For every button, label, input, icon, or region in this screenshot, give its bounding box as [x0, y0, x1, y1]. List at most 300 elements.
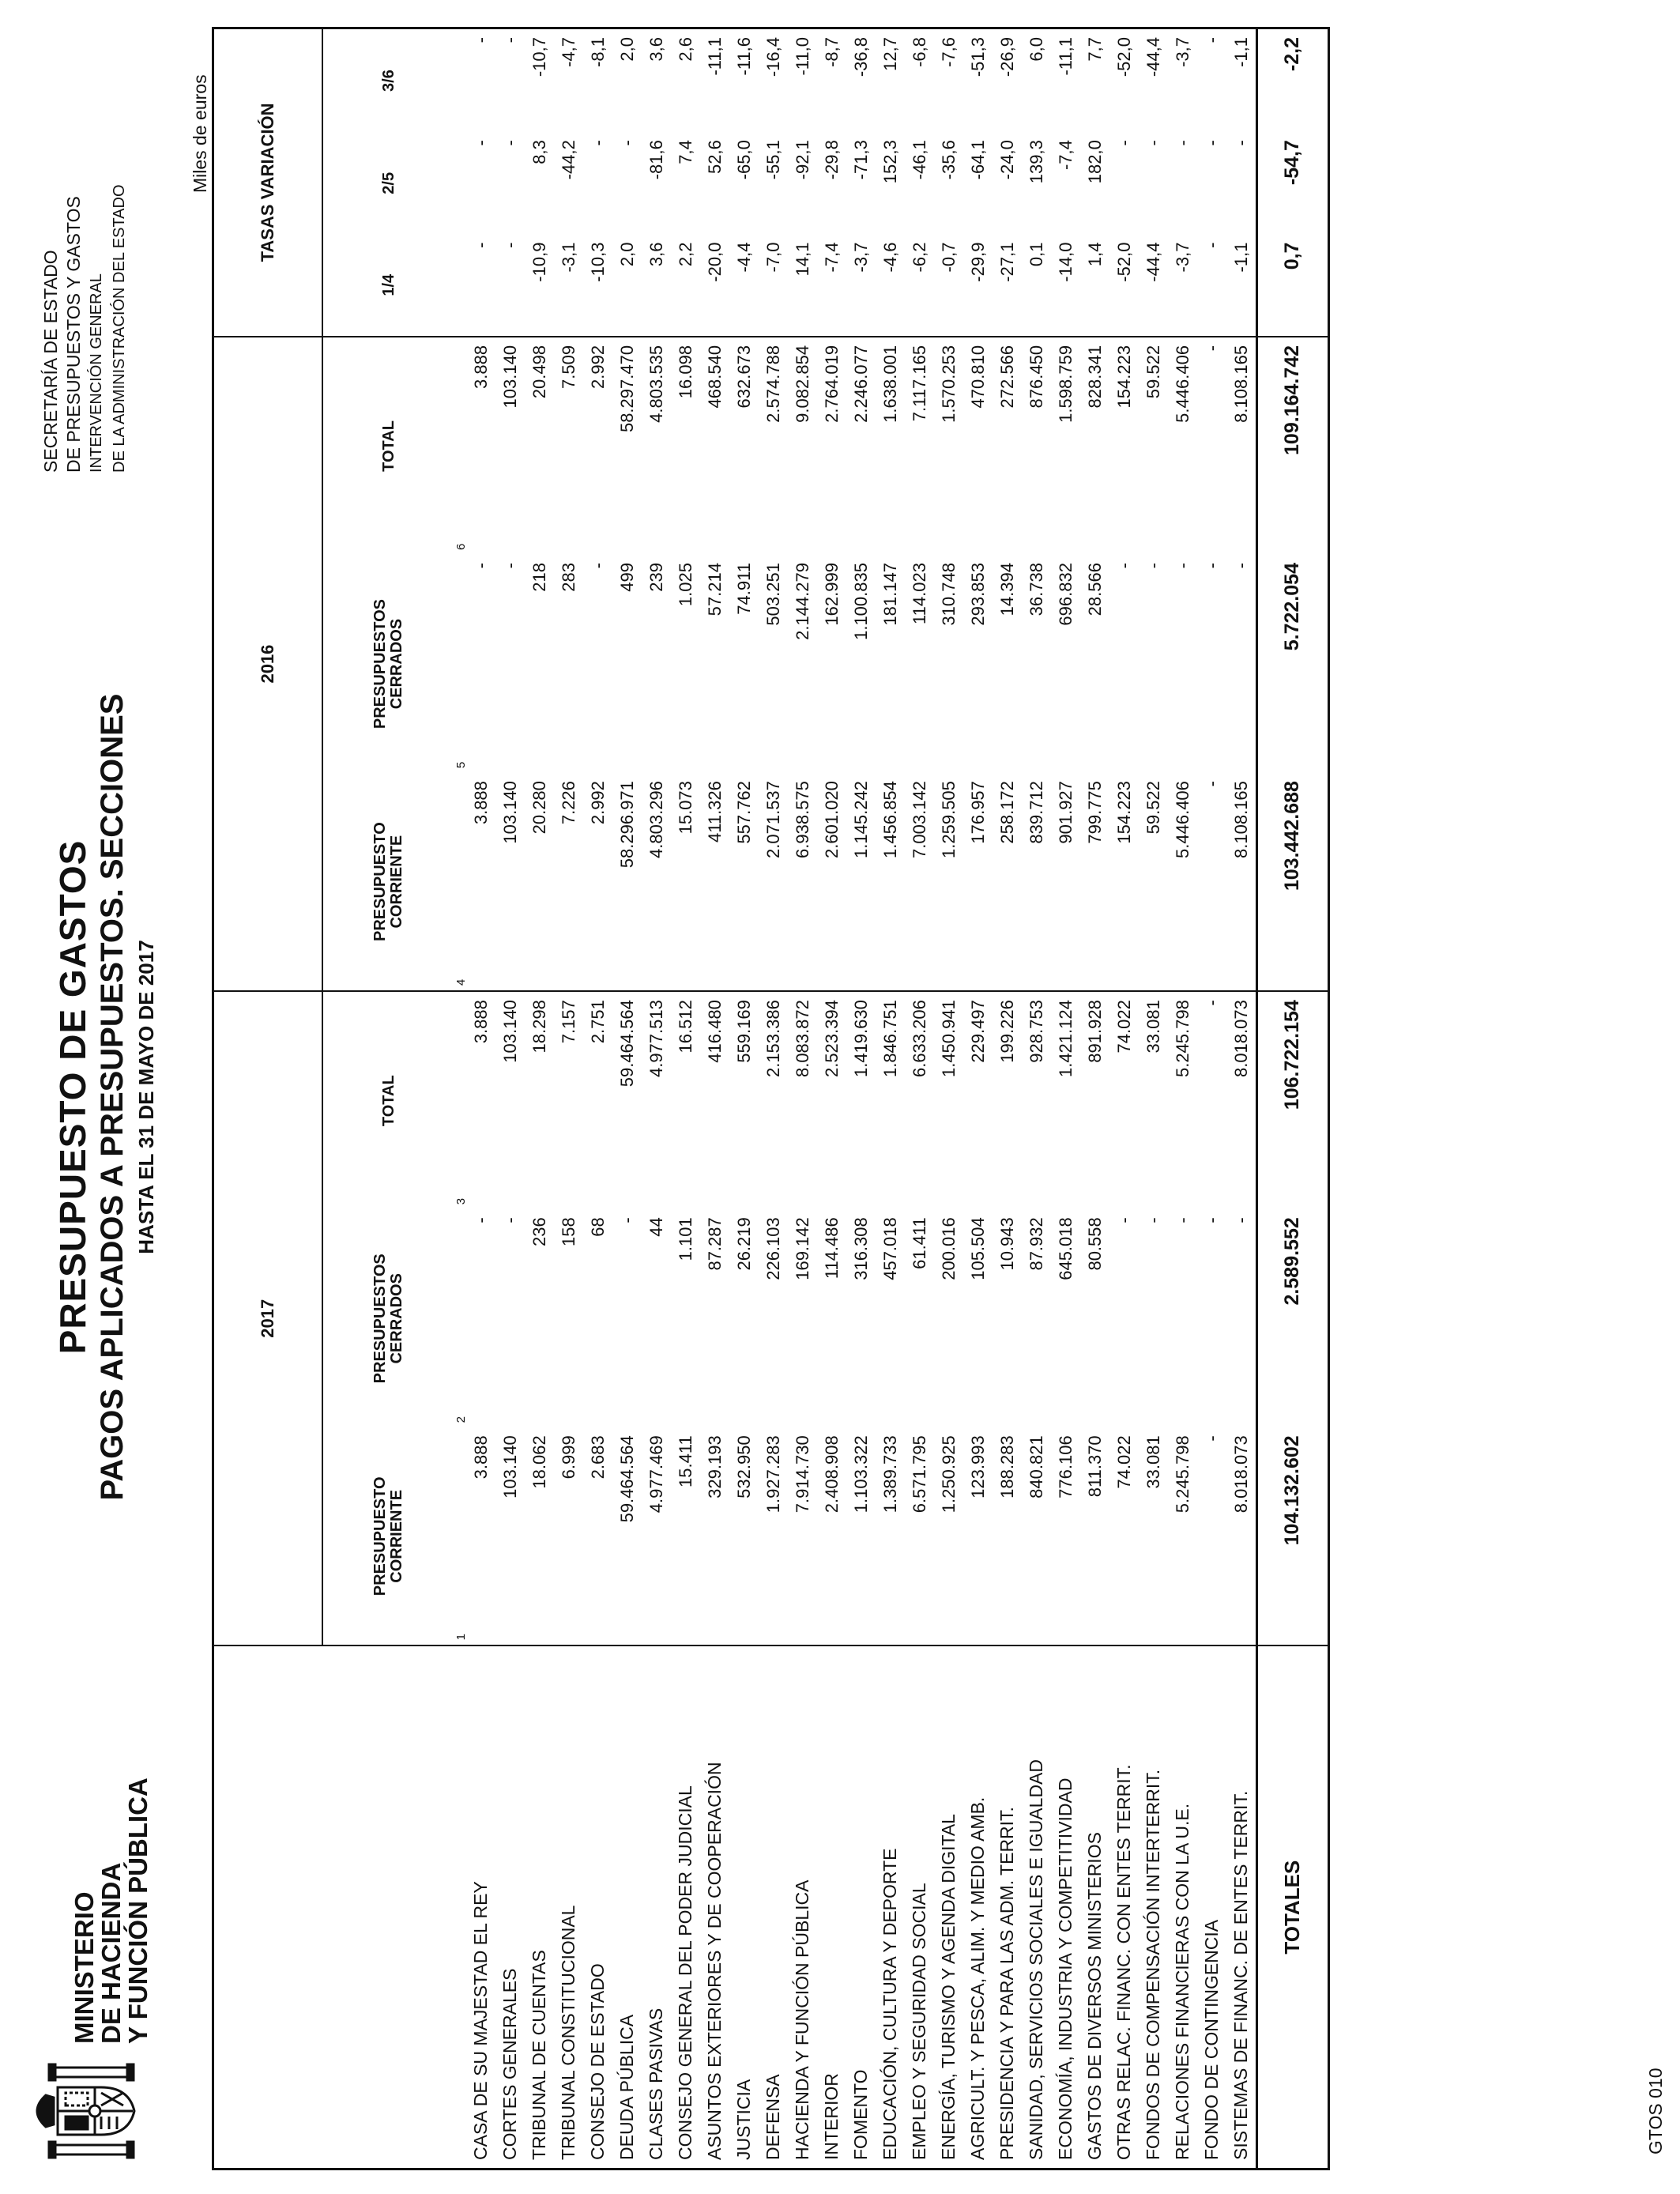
value-cell [963, 28, 993, 133]
value-cell [1080, 235, 1109, 337]
cell-value: 61.411 [909, 1217, 929, 1269]
value-cell [1109, 1209, 1139, 1427]
cell-value: 1.145.242 [850, 781, 871, 858]
cell-value: 1.421.124 [1055, 1000, 1075, 1078]
cell-value: -11,6 [733, 37, 754, 76]
value-cell [729, 773, 759, 991]
value-cell [455, 235, 495, 337]
value-cell [934, 773, 963, 991]
value-cell [817, 28, 846, 133]
value-cell [729, 1427, 759, 1646]
cell-value: 103.140 [499, 1000, 520, 1063]
cell-value: 6.571.795 [909, 1435, 929, 1514]
col-header-r25: 2/5 [379, 172, 397, 194]
cell-value: -10,3 [587, 242, 608, 282]
cell-value: - [1113, 140, 1134, 146]
value-cell [1139, 555, 1168, 773]
cell-value: 10.943 [996, 1217, 1017, 1271]
value-cell [788, 1427, 817, 1646]
value-cell [963, 337, 993, 555]
cell-value: 559.169 [733, 1000, 754, 1063]
value-cell [700, 1427, 729, 1646]
cell-value: - [499, 140, 520, 146]
cell-value: 59.522 [1143, 345, 1163, 399]
cell-value: -52,0 [1113, 242, 1134, 282]
cell-value: 3,6 [646, 242, 666, 267]
cell-value: 1.456.854 [880, 781, 900, 858]
value-cell [700, 555, 729, 773]
value-cell [612, 28, 642, 133]
value-cell [455, 28, 495, 133]
value-cell [963, 235, 993, 337]
cell-value: 199.226 [996, 1000, 1017, 1063]
table-row [729, 28, 759, 2169]
table-row [1022, 28, 1051, 2169]
value-cell [729, 132, 759, 234]
cell-value: 6.938.575 [792, 781, 812, 858]
value-cell [1197, 555, 1226, 773]
value-cell [642, 1209, 671, 1427]
cell-value: 2.523.394 [821, 1000, 842, 1078]
value-cell [1051, 337, 1080, 555]
section-name: ECONOMÍA, INDUSTRIA Y COMPETITIVIDAD [1054, 1777, 1075, 2160]
value-cell [788, 1209, 817, 1427]
table-row [1051, 28, 1080, 2169]
value-cell [876, 1209, 905, 1427]
col-header-tot16: TOTAL [379, 420, 397, 472]
cell-value: 4.803.535 [646, 345, 666, 423]
cell-value: 840.821 [1026, 1435, 1046, 1498]
cell-value: -7,4 [1055, 140, 1075, 171]
value-cell [817, 235, 846, 337]
cell-value: 8.018.073 [1230, 1000, 1251, 1078]
value-cell [817, 991, 846, 1209]
cell-value: - [1143, 140, 1163, 146]
secretaria-line: SECRETARÍA DE ESTADO [40, 250, 61, 473]
total-value: 104.132.602 [1256, 1427, 1328, 1646]
value-cell [1080, 1427, 1109, 1646]
value-cell [583, 1427, 612, 1646]
cell-value: 876.450 [1026, 345, 1046, 409]
value-cell [1022, 1427, 1051, 1646]
cell-value: - [1143, 563, 1163, 569]
cell-value: 226.103 [763, 1217, 783, 1280]
value-cell [1080, 28, 1109, 133]
cell-value: 411.326 [704, 781, 725, 843]
col-header-pc16: PRESUPUESTO CORRIENTE [322, 773, 455, 991]
section-name: SISTEMAS DE FINANC. DE ENTES TERRIT. [1230, 1790, 1251, 2160]
value-cell [963, 132, 993, 234]
total-value: 106.722.154 [1256, 991, 1328, 1209]
value-cell [905, 132, 934, 234]
value-cell [788, 991, 817, 1209]
cell-value: 272.566 [996, 345, 1017, 409]
value-cell [934, 28, 963, 133]
value-cell [817, 337, 846, 555]
section-name: DEFENSA [762, 2074, 783, 2160]
section-name: DEUDA PÚBLICA [616, 2014, 637, 2160]
cell-value: 2.144.279 [792, 563, 812, 640]
cell-value: 44 [646, 1217, 666, 1237]
date-line: HASTA EL 31 DE MAYO DE 2017 [134, 940, 158, 1254]
total-value: 109.164.742 [1256, 337, 1328, 555]
cell-value: 799.775 [1084, 781, 1105, 844]
value-cell [963, 1427, 993, 1646]
value-cell [525, 132, 554, 234]
cell-value: -6,2 [909, 242, 929, 273]
cell-value: 891.928 [1084, 1000, 1105, 1063]
value-cell [1022, 555, 1051, 773]
totals-row [1256, 28, 1328, 2169]
value-cell [1109, 991, 1139, 1209]
value-cell [642, 991, 671, 1209]
value-cell [993, 235, 1022, 337]
cell-value: 8.018.073 [1230, 1435, 1251, 1514]
cell-value: 16.512 [675, 1000, 695, 1054]
value-cell [671, 1427, 700, 1646]
cell-value: 468.540 [704, 345, 725, 409]
cell-value: -3,7 [1172, 242, 1192, 273]
cell-value: 901.927 [1055, 781, 1075, 844]
cell-value: -64,1 [967, 140, 988, 180]
cell-value: 74.022 [1113, 1000, 1134, 1054]
value-cell [846, 1427, 876, 1646]
cell-value: 20.498 [529, 345, 549, 399]
value-cell [1109, 28, 1139, 133]
cell-value: -1,1 [1230, 37, 1251, 67]
value-cell [1080, 1209, 1109, 1427]
cell-value: 7.509 [558, 345, 578, 389]
value-cell [700, 28, 729, 133]
cell-value: 1.250.925 [938, 1435, 959, 1514]
value-cell [1139, 337, 1168, 555]
value-cell [759, 132, 788, 234]
value-cell [612, 1209, 642, 1427]
cell-value: - [1201, 1000, 1222, 1006]
table-row [1226, 28, 1257, 2169]
cell-value: -6,8 [909, 37, 929, 67]
value-cell [1022, 1209, 1051, 1427]
value-cell [554, 337, 583, 555]
value-cell [671, 28, 700, 133]
section-name: TRIBUNAL DE CUENTAS [528, 1950, 549, 2160]
cell-value: -44,4 [1143, 37, 1163, 77]
value-cell [788, 28, 817, 133]
cell-value: 310.748 [938, 563, 959, 626]
value-cell [1226, 1427, 1257, 1646]
value-cell [554, 28, 583, 133]
cell-value: 87.932 [1026, 1217, 1046, 1271]
value-cell [612, 991, 642, 1209]
value-cell [455, 555, 495, 773]
value-cell [905, 28, 934, 133]
value-cell [612, 555, 642, 773]
value-cell [905, 337, 934, 555]
value-cell [993, 991, 1022, 1209]
cell-value: -7,6 [938, 37, 959, 67]
cell-value: -81,6 [646, 140, 666, 180]
value-cell [1168, 773, 1197, 991]
cell-value: - [470, 563, 491, 569]
table-row [1080, 28, 1109, 2169]
section-name: FOMENTO [849, 2069, 871, 2160]
value-cell [934, 235, 963, 337]
cell-value: 416.480 [704, 1000, 725, 1063]
value-cell [455, 1209, 495, 1427]
value-cell [876, 1427, 905, 1646]
cell-value: 457.018 [880, 1217, 900, 1280]
value-cell [495, 1209, 525, 1427]
value-cell [671, 337, 700, 555]
cell-value: 16.098 [675, 345, 695, 399]
value-cell [671, 773, 700, 991]
cell-value: -71,3 [850, 140, 871, 180]
cell-value: 1.846.751 [880, 1000, 900, 1078]
cell-value: - [1230, 1217, 1251, 1223]
value-cell [700, 773, 729, 991]
cell-value: -29,8 [821, 140, 842, 180]
cell-value: -26,9 [996, 37, 1017, 77]
value-cell [495, 991, 525, 1209]
value-cell [700, 132, 729, 234]
value-cell [1109, 773, 1139, 991]
value-cell [671, 991, 700, 1209]
value-cell [729, 1209, 759, 1427]
cell-value: 5.245.798 [1172, 1000, 1192, 1078]
cell-value: 7.914.730 [792, 1435, 812, 1514]
cell-value: 18.298 [529, 1000, 549, 1054]
cell-value: -20,0 [704, 242, 725, 282]
cell-value: -7,0 [763, 242, 783, 273]
value-cell [759, 555, 788, 773]
section-name: EMPLEO Y SEGURIDAD SOCIAL [908, 1883, 929, 2160]
value-cell [1051, 1427, 1080, 1646]
value-cell [583, 1209, 612, 1427]
column-number: 6 [454, 543, 468, 551]
cell-value: -3,7 [850, 242, 871, 273]
total-value: 0,7 [1256, 235, 1328, 337]
cell-value: - [587, 140, 608, 146]
cell-value: - [1143, 1217, 1163, 1223]
value-cell [846, 337, 876, 555]
cell-value: - [470, 242, 491, 248]
cell-value: 7,7 [1084, 37, 1105, 62]
value-cell [1226, 337, 1257, 555]
value-cell [1051, 555, 1080, 773]
section-name: TRIBUNAL CONSTITUCIONAL [557, 1905, 578, 2160]
value-cell [1051, 235, 1080, 337]
value-cell [700, 991, 729, 1209]
cell-value: 8.108.165 [1230, 345, 1251, 423]
value-cell [642, 555, 671, 773]
cell-value: - [1172, 140, 1192, 146]
value-cell [1168, 235, 1197, 337]
value-cell [1022, 991, 1051, 1209]
cell-value: 3.888 [470, 781, 491, 825]
cell-value: 928.753 [1026, 1000, 1046, 1063]
cell-value: 329.193 [704, 1435, 725, 1498]
value-cell [963, 773, 993, 991]
cell-value: 154.223 [1113, 781, 1134, 844]
section-name: CONSEJO GENERAL DEL PODER JUDICIAL [674, 1785, 695, 2160]
table-row [963, 28, 993, 2169]
section-name: FONDO DE CONTINGENCIA [1200, 1919, 1222, 2160]
value-cell [1226, 1209, 1257, 1427]
cell-value: 811.370 [1084, 1435, 1105, 1498]
table-row [934, 28, 963, 2169]
value-cell [455, 337, 495, 555]
cell-value: 239 [646, 563, 666, 592]
table-row [455, 28, 495, 2169]
cell-value: 80.558 [1084, 1217, 1105, 1271]
value-cell [846, 235, 876, 337]
cell-value: 1.419.630 [850, 1000, 871, 1078]
total-value: 2.589.552 [1256, 1209, 1328, 1427]
cell-value: 18.062 [529, 1435, 549, 1489]
section-name: CORTES GENERALES [499, 1968, 520, 2160]
cell-value: 154.223 [1113, 345, 1134, 409]
cell-value: 1.100.835 [850, 563, 871, 640]
value-cell [1139, 132, 1168, 234]
value-cell [671, 235, 700, 337]
value-cell [905, 991, 934, 1209]
value-cell [495, 132, 525, 234]
cell-value: 33.081 [1143, 1435, 1163, 1489]
value-cell [1139, 235, 1168, 337]
value-cell [495, 337, 525, 555]
cell-value: 3.888 [470, 345, 491, 389]
cell-value: - [1201, 345, 1222, 352]
cell-value: 28.566 [1084, 563, 1105, 616]
value-cell [934, 132, 963, 234]
table-row [642, 28, 671, 2169]
value-cell [876, 991, 905, 1209]
table-row [1109, 28, 1139, 2169]
value-cell [671, 1209, 700, 1427]
table-row [759, 28, 788, 2169]
value-cell [993, 28, 1022, 133]
section-name: AGRICULT. Y PESCA, ALIM. Y MEDIO AMB. [966, 1796, 988, 2160]
cell-value: 1.025 [675, 563, 695, 607]
cell-value: 1.101 [675, 1217, 695, 1261]
cell-value: 7,4 [675, 140, 695, 164]
value-cell [612, 132, 642, 234]
cell-value: 188.283 [996, 1435, 1017, 1498]
cell-value: 7.117.165 [909, 345, 929, 422]
cell-value: 293.853 [967, 563, 988, 626]
value-cell [788, 337, 817, 555]
value-cell [1226, 28, 1257, 133]
value-cell [876, 555, 905, 773]
cell-value: 2,0 [616, 242, 637, 267]
cell-value: 12,7 [880, 37, 900, 71]
value-cell [671, 132, 700, 234]
value-cell [729, 235, 759, 337]
table-row [583, 28, 612, 2169]
cell-value: 123.993 [967, 1435, 988, 1498]
cell-value: 7.226 [558, 781, 578, 825]
value-cell [1197, 132, 1226, 234]
value-cell [583, 991, 612, 1209]
value-cell [1197, 337, 1226, 555]
value-cell [1226, 132, 1257, 234]
value-cell [1109, 555, 1139, 773]
cell-value: 1.259.505 [938, 781, 959, 858]
cell-value: 68 [587, 1217, 608, 1237]
section-name: CASA DE SU MAJESTAD EL REY [469, 1881, 491, 2160]
value-cell [759, 991, 788, 1209]
cell-value: 645.018 [1055, 1217, 1075, 1280]
group-header-2017: 2017 [213, 991, 322, 1646]
value-cell [1139, 773, 1168, 991]
column-number: 5 [454, 761, 468, 769]
value-cell [846, 773, 876, 991]
cell-value: - [499, 242, 520, 248]
ministry-line: DE HACIENDA [96, 1862, 126, 2044]
column-number: 3 [454, 1197, 468, 1205]
cell-value: -29,9 [967, 242, 988, 282]
cell-value: 139,3 [1026, 140, 1046, 184]
cell-value: -44,2 [558, 140, 578, 180]
value-cell [846, 28, 876, 133]
value-cell [455, 773, 495, 991]
cell-value: 1.450.941 [938, 1000, 959, 1078]
value-cell [993, 1427, 1022, 1646]
value-cell [1022, 235, 1051, 337]
table-row [1168, 28, 1197, 2169]
cell-value: 74.911 [733, 563, 754, 615]
table-row [554, 28, 583, 2169]
cell-value: - [616, 140, 637, 146]
section-name: SANIDAD, SERVICIOS SOCIALES E IGUALDAD [1025, 1759, 1046, 2160]
cell-value: - [1201, 563, 1222, 569]
value-cell [1139, 1209, 1168, 1427]
section-name: CONSEJO DE ESTADO [586, 1963, 608, 2160]
value-cell [817, 555, 846, 773]
cell-value: 6,0 [1026, 37, 1046, 62]
cell-value: 152,3 [880, 140, 900, 184]
value-cell [1197, 1209, 1226, 1427]
cell-value: 839.712 [1026, 781, 1046, 844]
value-cell [993, 1209, 1022, 1427]
value-cell [642, 132, 671, 234]
cell-value: 3.888 [470, 1435, 491, 1480]
value-cell [1080, 132, 1109, 234]
value-cell [876, 28, 905, 133]
value-cell [612, 773, 642, 991]
ministry-line: MINISTERIO [70, 1891, 99, 2044]
table-row [495, 28, 525, 2169]
cell-value: 59.522 [1143, 781, 1163, 835]
cell-value: -36,8 [850, 37, 871, 77]
value-cell [554, 1427, 583, 1646]
cell-value: 9.082.854 [792, 345, 812, 423]
value-cell [963, 991, 993, 1209]
value-cell [846, 991, 876, 1209]
value-cell [700, 337, 729, 555]
value-cell [1168, 1209, 1197, 1427]
value-cell [729, 337, 759, 555]
value-cell [817, 1209, 846, 1427]
cell-value: 114.486 [821, 1217, 842, 1280]
table-row [846, 28, 876, 2169]
cell-value: 218 [529, 563, 549, 592]
cell-value: - [1201, 1435, 1222, 1442]
value-cell [455, 1427, 495, 1646]
cell-value: 169.142 [792, 1217, 812, 1280]
units-label: Miles de euros [190, 74, 210, 193]
value-cell [1168, 28, 1197, 133]
